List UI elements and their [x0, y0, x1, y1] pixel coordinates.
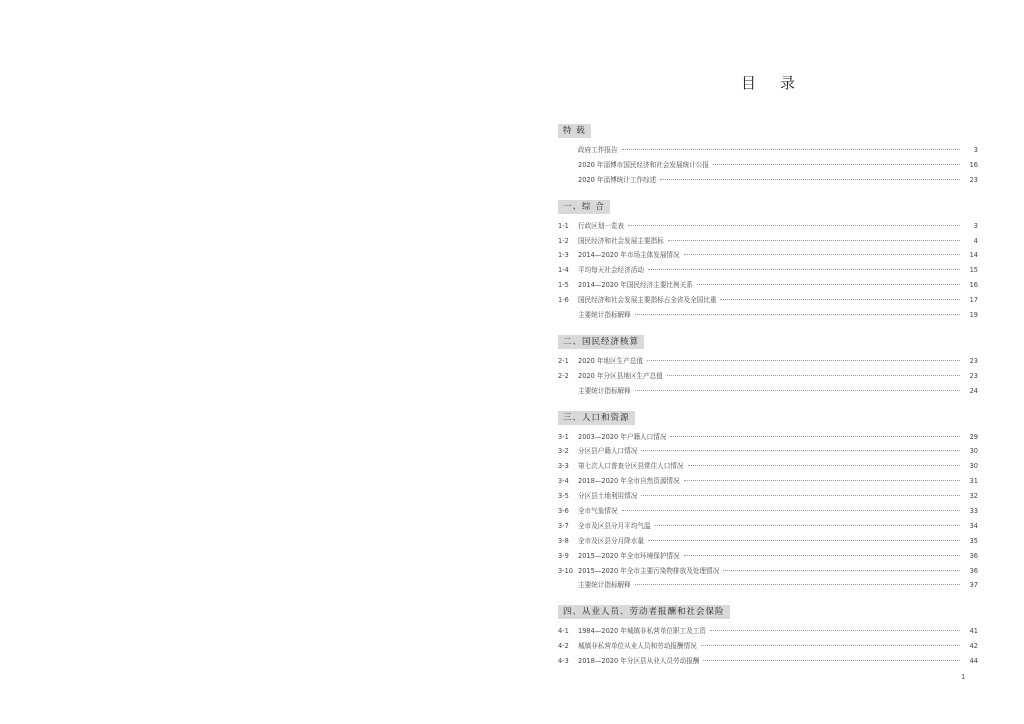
entry-page: 19	[969, 311, 978, 320]
toc-entry[interactable]	[558, 293, 978, 308]
entry-title: 2014—2020 年国民经济主要比例关系	[578, 281, 693, 290]
toc-entry[interactable]	[558, 474, 978, 489]
section-heading: 一、综 合	[558, 200, 610, 214]
entry-page: 29	[969, 432, 978, 441]
toc-entry[interactable]	[558, 519, 978, 534]
dot-leader	[635, 584, 960, 585]
toc-section	[558, 194, 978, 323]
entry-number: 3-7	[558, 521, 569, 530]
entry-page: 35	[969, 536, 978, 545]
toc-entry[interactable]	[558, 158, 978, 173]
entry-title: 分区县户籍人口情况	[578, 447, 638, 456]
entry-number: 3-5	[558, 492, 569, 501]
entry-number: 1-1	[558, 221, 569, 230]
title-char-left: 目	[741, 74, 759, 92]
entry-title: 政府工作报告	[578, 146, 618, 154]
toc-entry[interactable]	[558, 549, 978, 564]
toc-entry[interactable]	[558, 369, 978, 384]
entry-number: 2-2	[558, 371, 569, 380]
dot-leader	[648, 540, 960, 541]
entry-page: 15	[969, 266, 978, 275]
toc-entry[interactable]	[558, 384, 978, 399]
dot-leader	[684, 480, 960, 481]
dot-leader	[703, 660, 960, 661]
dot-leader	[648, 269, 960, 270]
dot-leader	[697, 284, 960, 285]
entry-number: 4-2	[558, 642, 569, 651]
entry-page: 23	[969, 356, 978, 365]
title-char-right: 录	[780, 74, 798, 92]
entry-page: 42	[969, 642, 978, 651]
entry-page: 16	[969, 160, 978, 169]
dot-leader	[701, 645, 960, 646]
entry-page: 23	[969, 371, 978, 380]
entry-number: 3-3	[558, 462, 569, 471]
entry-number: 3-6	[558, 507, 569, 516]
page-number: 1	[961, 673, 966, 681]
entry-page: 23	[969, 175, 978, 184]
section-heading: 四、从业人员、劳动者报酬和社会保险	[558, 605, 730, 619]
entry-title: 行政区划一览表	[578, 221, 625, 230]
entry-title: 全市气象情况	[578, 507, 618, 516]
page-title	[741, 72, 797, 93]
dot-leader	[641, 495, 960, 496]
dot-leader	[641, 450, 960, 451]
toc-entry[interactable]	[558, 444, 978, 459]
toc-entry[interactable]	[558, 654, 978, 669]
dot-leader	[684, 555, 960, 556]
entry-title: 2020 年地区生产总值	[578, 356, 644, 365]
entry-number: 3-4	[558, 477, 569, 486]
entry-page: 30	[969, 462, 978, 471]
entry-number: 4-3	[558, 657, 569, 666]
dot-leader	[628, 225, 960, 226]
toc-entry[interactable]	[558, 143, 978, 158]
entry-page: 36	[969, 566, 978, 575]
entry-title: 国民经济和社会发展主要指标占全省及全国比重	[578, 296, 717, 305]
entry-title: 2020 年淄博市国民经济和社会发展统计公报	[578, 160, 709, 169]
entry-title: 2015—2020 年全市环境保护情况	[578, 551, 680, 560]
entry-page: 3	[973, 221, 978, 230]
entry-page: 34	[969, 521, 978, 530]
toc-entry[interactable]	[558, 430, 978, 445]
entry-title: 全市及区县分月降水量	[578, 536, 644, 545]
entry-number: 1-4	[558, 266, 569, 275]
entry-number: 1-3	[558, 251, 569, 260]
entry-number: 4-1	[558, 627, 569, 636]
dot-leader	[660, 179, 960, 180]
entry-title: 城镇非私营单位从业人员和劳动报酬情况	[578, 642, 697, 651]
dot-leader	[720, 299, 960, 300]
dot-leader	[713, 164, 960, 165]
entry-title: 第七次人口普查分区县常住人口情况	[578, 462, 684, 471]
toc-entry[interactable]	[558, 278, 978, 293]
section-heading: 三、人口和资源	[558, 411, 635, 425]
dot-leader	[710, 630, 960, 631]
entry-number: 3-2	[558, 447, 569, 456]
toc-entry[interactable]	[558, 534, 978, 549]
entry-title: 2015—2020 年全市主要污染物排放及处理情况	[578, 566, 720, 575]
toc-entry[interactable]	[558, 234, 978, 249]
entry-page: 37	[969, 581, 978, 590]
entry-number: 3-8	[558, 536, 569, 545]
entry-page: 4	[973, 236, 978, 245]
toc-entry[interactable]	[558, 578, 978, 593]
section-heading: 特 载	[558, 124, 591, 138]
toc-entry[interactable]	[558, 639, 978, 654]
dot-leader	[684, 254, 960, 255]
toc-section	[558, 118, 978, 188]
dot-leader	[667, 375, 960, 376]
entry-page: 16	[969, 281, 978, 290]
toc-entry[interactable]	[558, 173, 978, 188]
entry-title: 平均每天社会经济活动	[578, 266, 644, 275]
toc-entry[interactable]	[558, 248, 978, 263]
entry-title: 2020 年淄博统计工作综述	[578, 175, 657, 184]
entry-title: 主要统计指标解释	[578, 311, 631, 320]
toc-section	[558, 599, 978, 669]
toc-entry[interactable]	[558, 564, 978, 579]
entry-title: 国民经济和社会发展主要指标	[578, 236, 664, 245]
dot-leader	[635, 314, 960, 315]
entry-page: 14	[969, 251, 978, 260]
entry-page: 36	[969, 551, 978, 560]
entry-number: 2-1	[558, 356, 569, 365]
entry-title: 1984—2020 年城镇非私营单位职工及工资	[578, 627, 706, 636]
entry-number: 3-1	[558, 432, 569, 441]
entry-title: 全市及区县分月平均气温	[578, 521, 651, 530]
toc-entry[interactable]	[558, 354, 978, 369]
entry-title: 2014—2020 年市场主体发展情况	[578, 251, 680, 260]
dot-leader	[670, 436, 960, 437]
entry-number: 3-9	[558, 551, 569, 560]
entry-number: 1-2	[558, 236, 569, 245]
toc-entry[interactable]	[558, 219, 978, 234]
entry-page: 31	[969, 477, 978, 486]
entry-page: 32	[969, 492, 978, 501]
dot-leader	[723, 570, 960, 571]
toc-section	[558, 405, 978, 594]
entry-title: 2003—2020 年户籍人口情况	[578, 432, 667, 441]
entry-title: 2018—2020 年全市自然资源情况	[578, 477, 680, 486]
dot-leader	[622, 149, 960, 150]
entry-title: 主要统计指标解释	[578, 581, 631, 590]
section-heading: 二、国民经济核算	[558, 335, 644, 349]
dot-leader	[622, 510, 960, 511]
toc-entry[interactable]	[558, 308, 978, 323]
entry-number: 1-6	[558, 296, 569, 305]
toc-section	[558, 329, 978, 399]
toc-entry[interactable]	[558, 504, 978, 519]
entry-page: 41	[969, 627, 978, 636]
entry-number: 1-5	[558, 281, 569, 290]
entry-number: 3-10	[558, 566, 573, 575]
table-of-contents	[558, 118, 978, 675]
entry-title: 2020 年分区县地区生产总值	[578, 371, 663, 380]
dot-leader	[688, 465, 961, 466]
entry-title: 分区县土地利用情况	[578, 492, 638, 501]
entry-page: 3	[973, 146, 978, 154]
toc-entry[interactable]	[558, 624, 978, 639]
dot-leader	[635, 390, 960, 391]
entry-page: 44	[969, 657, 978, 666]
toc-entry[interactable]	[558, 459, 978, 474]
entry-title: 2018—2020 年分区县从业人员劳动报酬	[578, 657, 700, 666]
entry-page: 33	[969, 507, 978, 516]
dot-leader	[668, 240, 960, 241]
dot-leader	[655, 525, 960, 526]
entry-page: 30	[969, 447, 978, 456]
dot-leader	[647, 360, 960, 361]
toc-entry[interactable]	[558, 263, 978, 278]
entry-page: 24	[969, 386, 978, 395]
entry-title: 主要统计指标解释	[578, 386, 631, 395]
entry-page: 17	[969, 296, 978, 305]
toc-entry[interactable]	[558, 489, 978, 504]
